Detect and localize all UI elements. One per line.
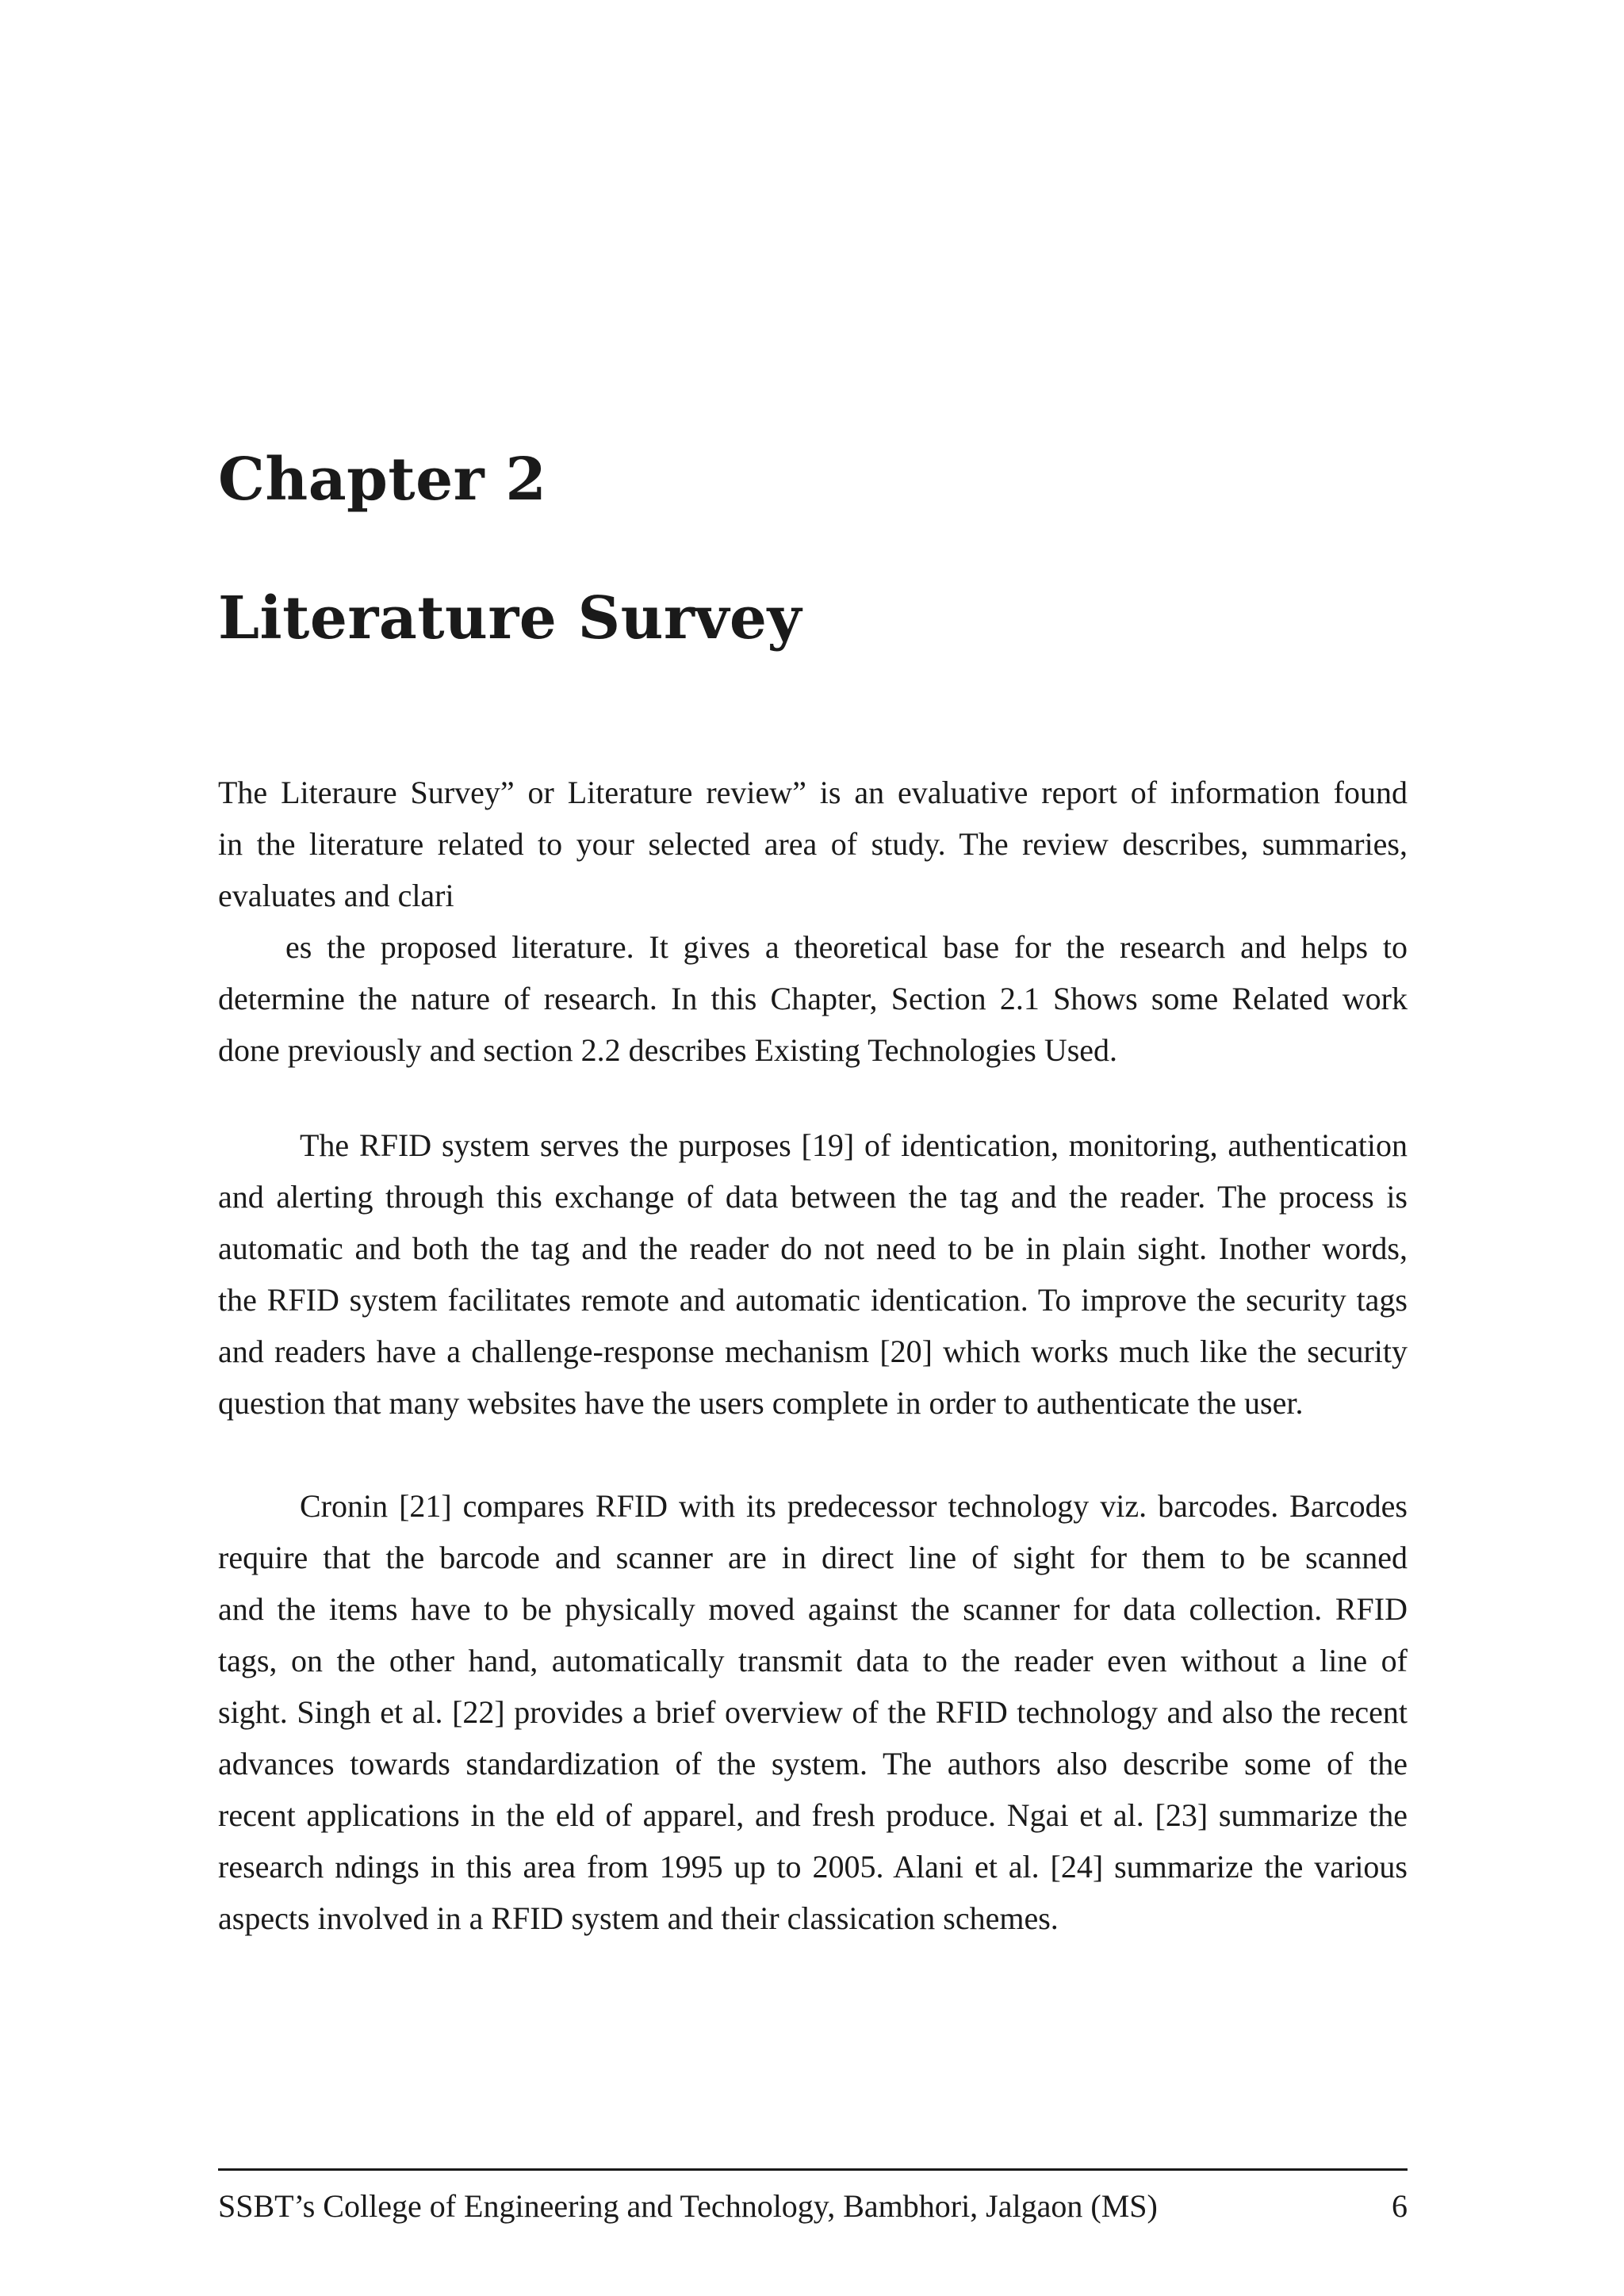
chapter-number: Chapter 2	[218, 446, 547, 514]
text-line: and the items have to be physically moved against the scanner for data collection. RFID	[218, 1591, 1408, 1627]
text-line: tags, on the other hand, automatically transmit data to the reader even without a line of	[218, 1643, 1408, 1678]
text-line: require that the barcode and scanner are in direct line of sight for them to be scanned	[218, 1540, 1408, 1575]
footer-institution: SSBT’s College of Engineering and Technology, Bambhori, Jalgaon (MS)	[218, 2188, 1158, 2224]
text-line: recent applications in the eld of apparel, and fresh produce. Ngai et al. [23] summarize the	[218, 1797, 1408, 1833]
paragraph-intro	[218, 767, 1408, 1076]
text-line: evaluates and clari	[218, 878, 454, 913]
text-line: The RFID system serves the purposes [19] of identication, monitoring, authentication	[300, 1127, 1408, 1163]
text-line: Cronin [21] compares RFID with its predecessor technology viz. barcodes. Barcodes	[300, 1488, 1408, 1524]
chapter-title: Literature Survey	[218, 584, 802, 652]
text-line: automatic and both the tag and the reader do not need to be in plain sight. Inother words,	[218, 1230, 1408, 1266]
page-number: 6	[1392, 2188, 1408, 2224]
text-line: advances towards standardization of the system. The authors also describe some of the	[218, 1746, 1408, 1781]
text-line: done previously and section 2.2 describes Existing Technologies Used.	[218, 1032, 1118, 1068]
text-line: in the literature related to your selected area of study. The review describes, summaries,	[218, 826, 1408, 862]
text-line: and readers have a challenge-response mechanism [20] which works much like the security	[218, 1334, 1408, 1369]
paragraph-cronin	[218, 1480, 1408, 1944]
footer-divider	[218, 2168, 1408, 2171]
paragraph-rfid-system	[218, 1119, 1408, 1429]
text-line: es the proposed literature. It gives a theoretical base for the research and helps to	[285, 929, 1408, 965]
text-line: research ndings in this area from 1995 up to 2005. Alani et al. [24] summarize the various	[218, 1849, 1408, 1885]
text-line: question that many websites have the users complete in order to authenticate the user.	[218, 1385, 1304, 1421]
text-line: the RFID system facilitates remote and automatic identication. To improve the security tags	[218, 1282, 1408, 1318]
text-line: aspects involved in a RFID system and their classication schemes.	[218, 1900, 1059, 1936]
text-line: and alerting through this exchange of data between the tag and the reader. The process is	[218, 1179, 1408, 1215]
text-line: determine the nature of research. In this Chapter, Section 2.1 Shows some Related work	[218, 981, 1408, 1016]
text-line: The Literaure Survey” or Literature review” is an evaluative report of information found	[218, 775, 1408, 810]
text-line: sight. Singh et al. [22] provides a brief overview of the RFID technology and also the recent	[218, 1694, 1408, 1730]
